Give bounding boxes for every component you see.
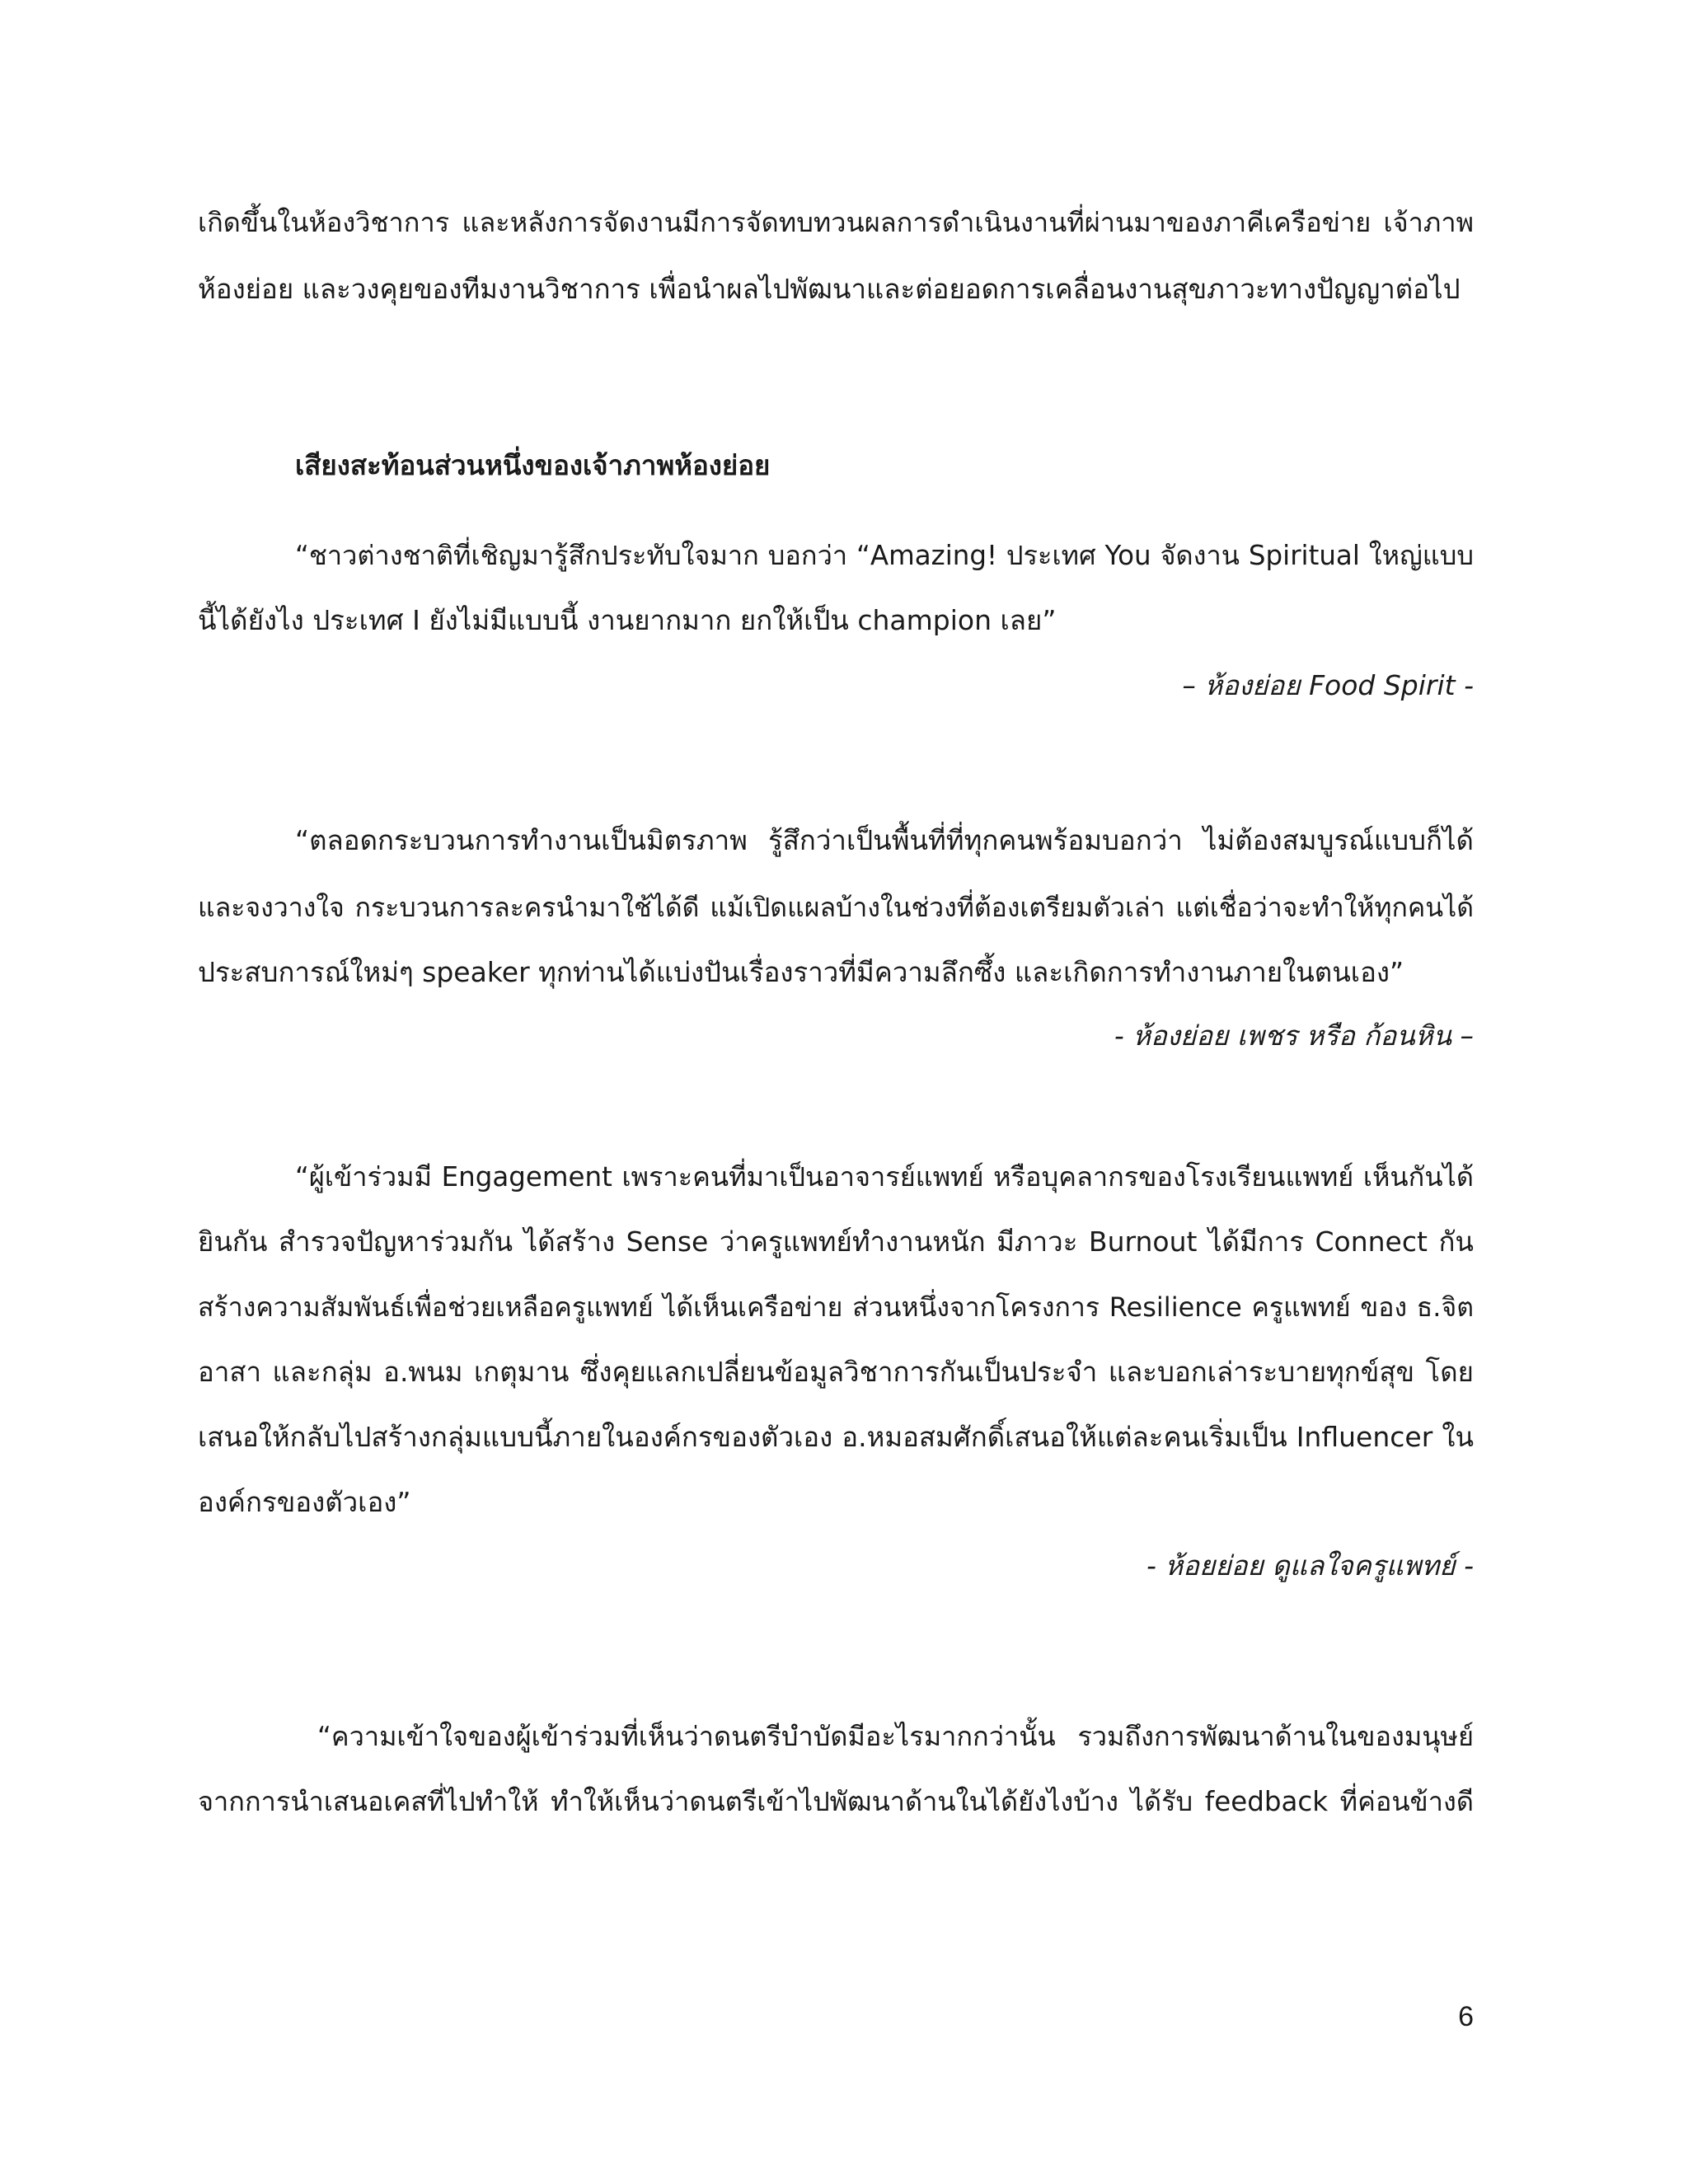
quote-3-line-4: อาสา และกลุ่ม อ.พนม เกตุมาน ซึ่งคุยแลกเปลี่ยนข้อมูลวิชาการกันเป็นประจำ และบอกเล่าระบายทุกข์สุข โดย <box>198 1356 1474 1388</box>
quote-1-attribution: – ห้องย่อย Food Spirit - <box>1182 669 1474 701</box>
quote-3-line-1: “ผู้เข้าร่วมมี Engagement เพราะคนที่มาเป็นอาจารย์แพทย์ หรือบุคลากรของโรงเรียนแพทย์ เห็นกันได้ <box>295 1161 1474 1193</box>
intro-line-2: ห้องย่อย และวงคุยของทีมงานวิชาการ เพื่อนำผลไปพัฒนาและต่อยอดการเคลื่อนงานสุขภาวะทางปัญญาต่อไป <box>198 273 1461 305</box>
quote-3-line-6: องค์กรของตัวเอง” <box>198 1486 411 1518</box>
quote-2-line-3: ประสบการณ์ใหม่ๆ speaker ทุกท่านได้แบ่งปันเรื่องราวที่มีความลึกซึ้ง และเกิดการทำงานภายในตนเอง” <box>198 956 1404 988</box>
quote-2-line-1: “ตลอดกระบวนการทำงานเป็นมิตรภาพ รู้สึกว่าเป็นพื้นที่ที่ทุกคนพร้อมบอกว่า ไม่ต้องสมบูรณ์แบบก็ได้ <box>295 824 1474 856</box>
quote-4-line-2: จากการนำเสนอเคสที่ไปทำให้ ทำให้เห็นว่าดนตรีเข้าไปพัฒนาด้านในได้ยังไงบ้าง ได้รับ feedback ที่ค่อนข้างดี <box>198 1786 1474 1817</box>
quote-2-line-2: และจงวางใจ กระบวนการละครนำมาใช้ได้ดี แม้เปิดแผลบ้างในช่วงที่ต้องเตรียมตัวเล่า แต่เชื่อว่าจะทำให้ทุกคนได้ <box>198 892 1474 923</box>
quote-4-line-1: “ความเข้าใจของผู้เข้าร่วมที่เห็นว่าดนตรีบำบัดมีอะไรมากกว่านั้น รวมถึงการพัฒนาด้านในของมนุษย์ <box>317 1721 1474 1752</box>
section-heading: เสียงสะท้อนส่วนหนึ่งของเจ้าภาพห้องย่อย <box>295 449 771 481</box>
quote-1-line-2: นี้ได้ยังไง ประเทศ I ยังไม่มีแบบนี้ งานยากมาก ยกให้เป็น champion เลย” <box>198 604 1057 636</box>
quote-3-line-3: สร้างความสัมพันธ์เพื่อช่วยเหลือครูแพทย์ ได้เห็นเครือข่าย ส่วนหนึ่งจากโครงการ Resilience ครูแพทย์ ของ ธ.จิต <box>198 1291 1475 1323</box>
quote-3-line-5: เสนอให้กลับไปสร้างกลุ่มแบบนี้ภายในองค์กรของตัวเอง อ.หมอสมศักดิ์เสนอให้แต่ละคนเริ่มเป็น Influencer ใน <box>198 1421 1474 1453</box>
page-number: 6 <box>1458 2001 1474 2032</box>
quote-3-line-2: ยินกัน สำรวจปัญหาร่วมกัน ได้สร้าง Sense ว่าครูแพทย์ทำงานหนัก มีภาวะ Burnout ได้มีการ Connect กัน <box>198 1226 1474 1258</box>
quote-2-attribution: - ห้องย่อย เพชร หรือ ก้อนหิน – <box>1114 1019 1474 1052</box>
quote-3-attribution: - ห้อยย่อย ดูแลใจครูแพทย์ - <box>1146 1549 1474 1582</box>
intro-line-1: เกิดขึ้นในห้องวิชาการ และหลังการจัดงานมีการจัดทบทวนผลการดำเนินงานที่ผ่านมาของภาคีเครือข่าย เจ้าภาพ <box>198 207 1474 238</box>
quote-1-line-1: “ชาวต่างชาติที่เชิญมารู้สึกประทับใจมาก บอกว่า “Amazing! ประเทศ You จัดงาน Spiritual ใหญ่แบบ <box>295 540 1474 571</box>
